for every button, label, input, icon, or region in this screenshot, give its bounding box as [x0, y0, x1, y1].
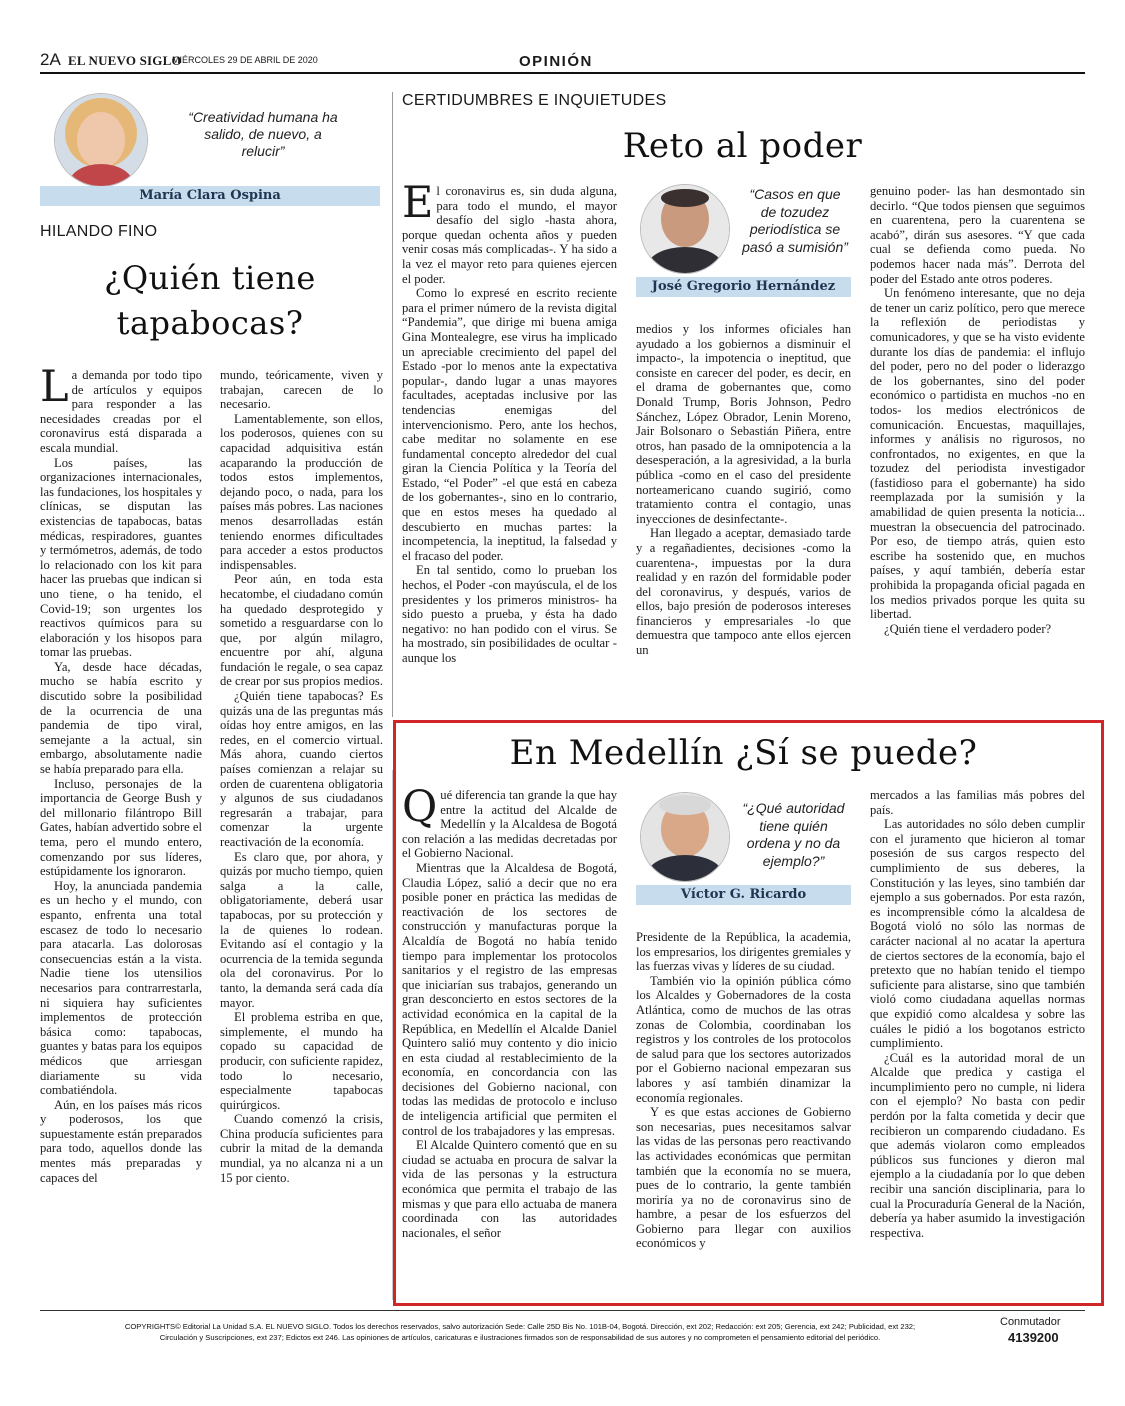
- paragraph: Aún, en los países más ricos y poderosos, los que supuestamente están preparados para todo, aquellos donde las mentes más preparadas y capaces del: [40, 1097, 202, 1185]
- column-kicker: CERTIDUMBRES E INQUIETUDES: [402, 92, 667, 109]
- author-box-hernandez: [636, 184, 851, 299]
- headline-line: tapabocas?: [116, 304, 304, 342]
- paragraph: ¿Cuál es la autoridad moral de un Alcalde que predica y castiga el incumplimiento pero no cumple, ni lidera con el ejemplo? No basta con pedir perdón por la falta cometida y decir que recibieron un comparendo ciudadano. Es que además violaron como empleados públicos sus funciones y dieron mal ejemplo a la ciudadanía por lo que deben recibir una sanción disciplinaria, para lo cual la Procuraduría General de la Nación, debería ya haber asumido la investigación respectiva.: [870, 1050, 1085, 1240]
- article-column: [402, 782, 617, 1240]
- footer-copyright: [40, 1321, 1000, 1343]
- paragraph: Lamentablemente, son ellos, los poderosos, quienes con su capacidad adquisitiva están acaparando la producción de todos estos implementos, dejando poco, o nada, para los países más pobres. Las naciones menos desarrolladas están teniendo enormes dificultades para acceder a estos productos indispensables.: [220, 411, 383, 572]
- header-rule: [40, 72, 1085, 74]
- footer-rule: [40, 1310, 1085, 1311]
- paragraph: En tal sentido, como lo prueban los hechos, el Poder -con mayúscula, el de los presidentes y los primeros ministros- ha sido puesto a prueba, y ésta ha dado negativo: no han podido con el virus. Se ha mostrado, sin posibilidades de ocultar -aunque los: [402, 563, 617, 665]
- footer-line: Circulación y Suscripciones, ext 237; Edictos ext 246. Las opiniones de artículos, caricaturas e ilustraciones firmados son de responsabilidad de sus autores y no comprometen el pensamiento editorial del periódico.: [159, 1333, 881, 1342]
- page-number: 2A: [40, 50, 61, 69]
- paragraph: También vio la opinión pública cómo los Alcaldes y Gobernadores de la costa Atlántica, como de muchos de las otras zonas de Colombia, coordinaban los registros y los controles de los protocolos de salud para que los sectores autorizados por el Gobierno nacional empezaran sus labores y así también dinamizar la economía regionales.: [636, 973, 851, 1105]
- article-column: [402, 178, 617, 666]
- paragraph: El coronavirus es, sin duda alguna, para todo el mundo, el mayor desafío del siglo -hasta ahora, porque quedan ochenta años y pueden venir cosas más complicadas-. Y ha sido a la vez el mayor reto para quienes ejercen el poder.: [402, 178, 617, 286]
- headline-reto: Reto al poder: [622, 126, 863, 166]
- paragraph: Los países, las organizaciones internacionales, las fundaciones, los hospitales y clínicas, se disputan las existencias de tapabocas, batas médicas, respiradores, guantes y termómetros, además, de todo lo relacionado con los kit para hacer las pruebas que indican si uno tiene, o ha tenido, el Covid-19; son urgentes los reactivos químicos para su elaboración y los hisopos para tomar las pruebas.: [40, 455, 202, 660]
- paragraph: Qué diferencia tan grande la que hay entre la actitud del Alcalde de Medellín y la Alcaldesa de Bogotá con relación a las medidas decretadas por el Gobierno Nacional.: [402, 782, 617, 861]
- paragraph: Han llegado a aceptar, demasiado tarde y a regañadientes, decisiones -como la cuarentena-, impuestas por la dura realidad y en razón del formidable poder del coronavirus, y después, varios de ellos, bajo presión de poderosos intereses financieros y empresariales -lo que demuestra que tampoco ante ellos ejercen un: [636, 526, 851, 658]
- article-column: [870, 788, 1085, 1240]
- paragraph: La demanda por todo tipo de artículos y equipos para responder a las necesidades creadas por el coronavirus está disparada a escala mundial.: [40, 362, 202, 455]
- conmutador-number: 4139200: [1008, 1330, 1059, 1345]
- headline-medellin: En Medellín ¿Sí se puede?: [509, 733, 978, 773]
- paragraph: medios y los informes oficiales han ayudado a los gobiernos a disminuir el impacto-, la impotencia o ineptitud, que consiste en carecer del poder, es decir, en el drama de gobernantes que, como Donald Trump, Boris Johnson, Pedro Sánchez, López Obrador, Lenin Moreno, Jair Bolsonaro o Sebastián Piñera, entre otros, han pasado de la omnipotencia a la desesperación, a la agresividad, a la burla pública -como en el caso del presidente norteamericano cuando sugirió, como tratamiento contra el contagio, unas inyecciones de desinfectante-.: [636, 322, 851, 526]
- author-name-bar: José Gregorio Hernández: [636, 277, 851, 297]
- paragraph: Presidente de la República, la academia, los empresarios, los dirigentes gremiales y las fuerzas vivas y líderes de su ciudad.: [636, 930, 851, 974]
- paragraph: El problema estriba en que, simplemente, el mundo ha copado su capacidad de producir, con suficiente rapidez, todo lo necesario, especialmente tapabocas quirúrgicos.: [220, 1010, 383, 1112]
- author-name-bar: Víctor G. Ricardo: [636, 885, 851, 905]
- author-photo-hernandez: [640, 184, 730, 274]
- newspaper-brand: EL NUEVO SIGLO: [68, 53, 182, 68]
- article-column: [636, 930, 851, 1251]
- drop-cap: E: [402, 178, 434, 228]
- author-quote: “Creatividad humana ha salido, de nuevo, a relucir”: [188, 109, 338, 159]
- paragraph: Un fenómeno interesante, que no deja de tener un cariz político, pero que merece la reflexión de periodistas y comunicadores, y que se ha visto evidente durante los días de pandemia: el influjo del poder, pero no del poder o liderazgo de los gobernantes, sino del poder económico o partidista en muchos -no en todos- los medios electrónicos de comunicación. Encuestas, maquillajes, informes y análisis no rigurosos, no confrontados, no exigentes, en que la tozudez del periodista investigador (fastidioso para el gobernante) ha sido reemplazada por la sumisión y la amabilidad de quien presenta la noticia... muestran la obsecuencia del patrocinado. Por eso, de tiempo atrás, quien esto escribe ha sostenido que, en muchos países, y aquí también, debería estar prohibida la propaganda oficial pagada en los medios privados porque les quita su libertad.: [870, 286, 1085, 622]
- paragraph: El Alcalde Quintero comentó que en su ciudad se actuaba en procura de salvar la vida de las personas y la estructura económica que permita el trabajo de las mismas y que para ello actuaba de manera coordinada con las autoridades nacionales, el señor: [402, 1138, 617, 1240]
- author-photo-ospina: [54, 93, 148, 187]
- paragraph: Cuando comenzó la crisis, China producía suficientes para cubrir la mitad de la demanda mundial, ya no alcanza ni a un 15 por ciento.: [220, 1112, 383, 1185]
- author-name-bar: María Clara Ospina: [40, 186, 380, 206]
- author-box-ricardo: [636, 792, 851, 907]
- paragraph: Las autoridades no sólo deben cumplir con el juramento que hicieron al tomar posesión de sus cargos respecto del cumplimiento de sus deberes, la Constitución y las leyes, sino también dar ejemplo a sus gobernados. Por esta razón, es incomprensible cómo la alcaldesa de Bogotá violó no sólo las normas de carácter nacional al no acatar la apertura de ciertos sectores de la economía, bajo el pretexto que no habían tenido el tiempo suficiente para alistarse, sino que también violó como ciudadana aquellas normas que expidió como alcaldesa y sobre las cuáles le pidió a los bogotanos estricto cumplimiento.: [870, 817, 1085, 1051]
- author-quote: “Casos en que de tozudez periodística se pasó a sumisión”: [742, 186, 848, 255]
- headline-line: ¿Quién tiene: [104, 259, 316, 297]
- paragraph: Incluso, personajes de la importancia de George Bush y del millonario filántropo Bill Gates, habían advertido sobre el tema, pero el mundo entero, comenzando por sus líderes, estúpidamente los ignoraron.: [40, 776, 202, 879]
- drop-cap: L: [40, 362, 69, 412]
- paragraph: Como lo expresé en escrito reciente para el primer número de la revista digital “Pandemia”, que dirige mi buena amiga Gina Montealegre, ese virus ha implicado un apreciable crecimiento del papel del Estado -por lo menos ante la expectativa popular-, dando lugar a unas mayores facultades, aceptadas inclusive por las tendencias enemigas del intervencionismo. Pero, ante los hechos, cabe meditar no solamente en ese fundamental concepto alrededor del cual giran la Ciencia Política y la Teoría del Estado, “el Poder” -el que está en cabeza de los gobernantes-, sino en lo contrario, que en estos meses ha quedado al descubierto en muchas partes: la incompetencia, la ineptitud, la falsedad y el fracaso del poder.: [402, 286, 617, 563]
- paragraph: mundo, teóricamente, viven y trabajan, carecen de lo necesario.: [220, 368, 383, 412]
- headline-tapabocas: [40, 256, 380, 346]
- author-box-ospina: [40, 93, 380, 208]
- paragraph: Es claro que, por ahora, y quizás por mucho tiempo, quien salga a la calle, obligatoriamente, deberá usar tapabocas, por su protección y la de quienes lo rodean. Evitando así el contagio y la ocurrencia de la temida segunda ola del coronavirus. Por lo tanto, la demanda será cada día mayor.: [220, 849, 383, 1010]
- paragraph: ¿Quién tiene el verdadero poder?: [884, 621, 1052, 636]
- issue-date: MIÉRCOLES 29 DE ABRIL DE 2020: [172, 55, 318, 65]
- section-title: OPINIÓN: [519, 53, 593, 70]
- paragraph: ¿Quién tiene tapabocas? Es quizás una de las preguntas más oídas hoy entre amigos, en las redes, en el comercio virtual. Más ahora, cuando ciertos países comienzan a relajar su orden de cuarentena obligatoria y algunos de sus ciudadanos regresarán a trabajar, para comenzar la urgente reactivación de la economía.: [220, 689, 383, 849]
- author-photo-ricardo: [640, 792, 730, 882]
- column-divider: [392, 92, 393, 717]
- paragraph: Y es que estas acciones de Gobierno son necesarias, pues necesitamos salvar las vidas de las personas pero reactivando las actividades económicas que permitan también que la economía no se muera, pues de lo contrario, la gente también moriría ya no de coronavirus sino de hambre, a pesar de los esfuerzos del Gobierno para llegar con auxilios económicos y: [636, 1105, 851, 1251]
- paragraph: Mientras que la Alcaldesa de Bogotá, Claudia López, salió a decir que no era posible poner en práctica las medidas de reactivación de los sectores de construcción y manufacturas porque la Alcaldía de Bogotá no había tenido tiempo para implementar los protocolos sanitarios y el registro de las empresas que iniciarían sus trabajos, generando un gran desconcierto en estos sectores de la actividad económica en la capital de la República, en Medellín el Alcalde Daniel Quintero salió muy contento y dio inicio en esta ciudad al restablecimiento de la economía, en concordancia con las decisiones del Gobierno nacional, con todas las medidas de protocolo e incluso de inteligencia artificial que permiten el control de los trabajadores y las empresas.: [402, 860, 617, 1138]
- article-column: [636, 322, 851, 658]
- paragraph: genuino poder- las han desmontado sin decirlo. “Que todos piensen que seguimos en cuarentena, pero la cuarentena se acabó”, dirán sus asesores. “Y que cada cual se defienda como pueda. No podemos hacer nada más”. Derrota del poder del Estado ante otros poderes.: [870, 184, 1085, 286]
- footer-line: COPYRIGHTS© Editorial La Unidad S.A. EL NUEVO SIGLO. Todos los derechos reservados, salvo autorización Sede: Calle 25D Bis No. 101B-04, Bogotá. Dirección, ext 202; Redacción: ext 205; Gerencia, ext 242; Publicidad, ext 232;: [124, 1322, 916, 1331]
- column-kicker: HILANDO FINO: [40, 223, 158, 240]
- article-column: [40, 362, 202, 1185]
- paragraph: Peor aún, en toda esta hecatombe, el ciudadano común ha quedado desprotegido y sometido a resguardarse con lo que, por algún milagro, encuentre por ahí, alguna fundación le regale, o sea capaz de crear por sus propios medios.: [220, 572, 383, 689]
- conmutador-label: Conmutador: [1000, 1316, 1061, 1328]
- paragraph: Ya, desde hace décadas, mucho se había escrito y discutido sobre la posibilidad de la ocurrencia de una pandemia de tipo viral, semejante a la actual, sin embargo, absolutamente nadie se había preparado para ella.: [40, 659, 202, 777]
- paragraph: Hoy, la anunciada pandemia es un hecho y el mundo, con espanto, enfrenta una total escasez de todo lo necesario para atacarla. Las dolorosas consecuencias están a la vista. Nadie tiene los utensilios necesarios para contrarrestarla, ni siquiera hay suficientes implementos de protección básica como: tapabocas, guantes y batas para los equipos médicos que arriesgan diariamente su vida combatiéndola.: [40, 878, 202, 1098]
- paragraph: mercados a las familias más pobres del país.: [870, 788, 1085, 817]
- author-quote: “¿Qué autoridad tiene quién ordena y no da ejemplo?”: [742, 800, 845, 869]
- article-column: [870, 184, 1085, 636]
- drop-cap: Q: [402, 782, 438, 832]
- article-column: [220, 368, 383, 1185]
